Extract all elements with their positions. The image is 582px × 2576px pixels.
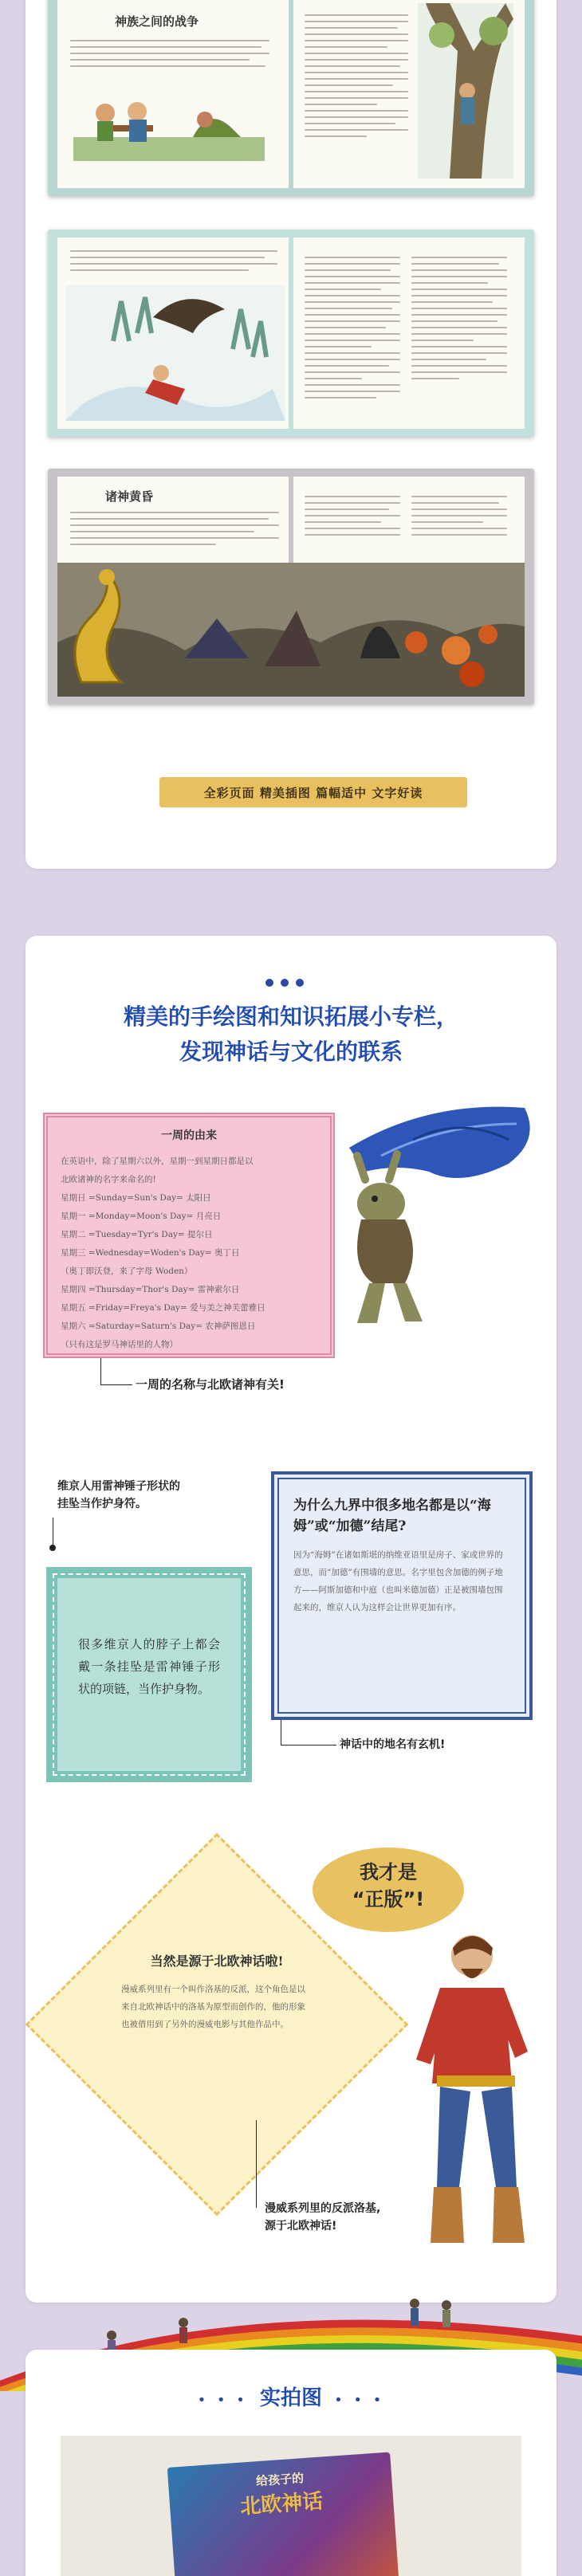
spread-1-title: 神族之间的战争 xyxy=(115,14,199,29)
week-line: 北欧诸神的名字来命名的! xyxy=(61,1175,156,1184)
origin-text: 漫威系列里有一个叫作洛基的反派，这个角色是以来自北欧神话中的洛基为原型而创作的，他的形象也被借用到了另外的漫威电影与其他作品中。 xyxy=(121,1985,305,2029)
book-photo xyxy=(61,2436,521,2576)
placename-text: 因为“海姆”在诸如斯堪的纳维亚语里是房子、家或世界的意思，而“加德”有围墙的意思。名字里包含加德的例子地方——阿斯加德和中庭（也叫米德加德）正是被围墙包围起来的，维京人认为这样会让世界更加有序。 xyxy=(293,1550,503,1612)
week-line: 星期三 =Wednesday=Woden's Day= 奥丁日 xyxy=(61,1248,240,1258)
features-headline-line2: 发现神话与文化的联系 xyxy=(179,1039,403,1065)
eagle-attack-illustration xyxy=(65,285,285,421)
spread-1-right-text xyxy=(305,14,408,142)
speech-line2: “正版”! xyxy=(352,1888,425,1910)
spread-3-right-text-a xyxy=(305,496,400,540)
features-card xyxy=(26,936,556,2303)
week-line: 星期四 =Thursday=Thor's Day= 雷神索尔日 xyxy=(61,1285,240,1294)
amulet-box xyxy=(46,1567,252,1782)
photo-heading-text: 实拍图 xyxy=(259,2386,322,2410)
spread-2-right-page xyxy=(293,238,525,429)
week-origin-title: 一周的由来 xyxy=(161,1129,217,1142)
spread-1-text xyxy=(70,40,269,72)
spread-1-left-page xyxy=(57,0,289,188)
week-line: 星期日 =Sunday=Sun's Day= 太阳日 xyxy=(61,1193,211,1203)
week-line: 星期二 =Tuesday=Tyr's Day= 提尔日 xyxy=(61,1230,213,1239)
spreads-card xyxy=(26,0,556,869)
book-spread-3 xyxy=(48,469,534,705)
placename-leader-line xyxy=(281,1720,336,1745)
placename-title: 为什么九界中很多地名都是以“海姆”或“加德”结尾? xyxy=(293,1498,491,1534)
origin-caption-line1: 漫威系列里的反派洛基, xyxy=(265,2202,381,2215)
book-title-line1: 给孩子的 xyxy=(255,2471,305,2489)
spread-3-title: 诸神黄昏 xyxy=(105,489,154,504)
amulet-text: 很多维京人的脖子上都会戴一条挂坠是雷神锤子形状的项链，当作护身物。 xyxy=(78,1637,220,1696)
spread-3-text xyxy=(70,512,279,550)
spread-2-right-text-b xyxy=(411,257,507,384)
week-line: 在英语中，除了星期六以外，星期一到星期日都是以 xyxy=(61,1156,254,1166)
ragnarok-battle-illustration xyxy=(57,563,525,697)
amulet-leader-line xyxy=(53,1518,64,1548)
week-origin-lines xyxy=(61,1153,317,1354)
book-cover xyxy=(167,2452,401,2576)
book-spread-2 xyxy=(48,230,534,437)
amulet-caption-line2: 挂坠当作护身符。 xyxy=(57,1498,147,1510)
origin-leader-line xyxy=(225,2120,257,2208)
gods-picnic-illustration xyxy=(73,81,265,161)
week-leader-line xyxy=(100,1358,132,1385)
speech-line1: 我才是 xyxy=(360,1861,417,1883)
spread-2-right-text-a xyxy=(305,257,400,403)
features-badge: 全彩页面 精美插图 篇幅适中 文字好读 xyxy=(159,777,467,807)
book-spread-1 xyxy=(48,0,534,196)
giant-pulling-cloak-icon xyxy=(333,1092,542,1331)
placename-caption: 神话中的地名有玄机! xyxy=(340,1738,446,1751)
week-line: （只有这是罗马神话里的人物） xyxy=(61,1340,178,1349)
week-line: 星期一 =Monday=Moon's Day= 月亮日 xyxy=(61,1211,222,1221)
speech-bubble xyxy=(313,1848,464,1932)
spread-3-right-text-b xyxy=(411,496,507,540)
world-tree-illustration xyxy=(418,3,513,179)
photo-heading: • • • 实拍图 • • • xyxy=(197,2386,385,2410)
week-origin-box xyxy=(43,1113,335,1358)
origin-box xyxy=(99,1929,335,2112)
loki-figure-icon xyxy=(408,1924,544,2275)
week-line: 星期五 =Friday=Freya's Day= 爱与美之神芙蕾雅日 xyxy=(61,1303,265,1313)
week-caption: 一周的名称与北欧诸神有关! xyxy=(136,1377,285,1392)
origin-caption-line2: 源于北欧神话! xyxy=(265,2220,337,2232)
spread-2-left-page xyxy=(57,238,289,429)
features-headline-line1: 精美的手绘图和知识拓展小专栏， xyxy=(123,1003,458,1030)
section-dots xyxy=(265,979,304,987)
placename-box xyxy=(271,1471,533,1720)
amulet-caption-line1: 维京人用雷神锤子形状的 xyxy=(57,1480,180,1493)
book-title-line2: 北欧神话 xyxy=(239,2489,324,2519)
week-line: 星期六 =Saturday=Saturn's Day= 农神萨图恩日 xyxy=(61,1321,256,1331)
origin-title: 当然是源于北欧神话啦! xyxy=(150,1954,284,1969)
spread-1-right-page xyxy=(293,0,525,188)
photo-card xyxy=(26,2350,556,2576)
spread-2-text xyxy=(70,250,277,276)
week-line: （奥丁即沃登，来了字母 Woden） xyxy=(61,1266,193,1276)
